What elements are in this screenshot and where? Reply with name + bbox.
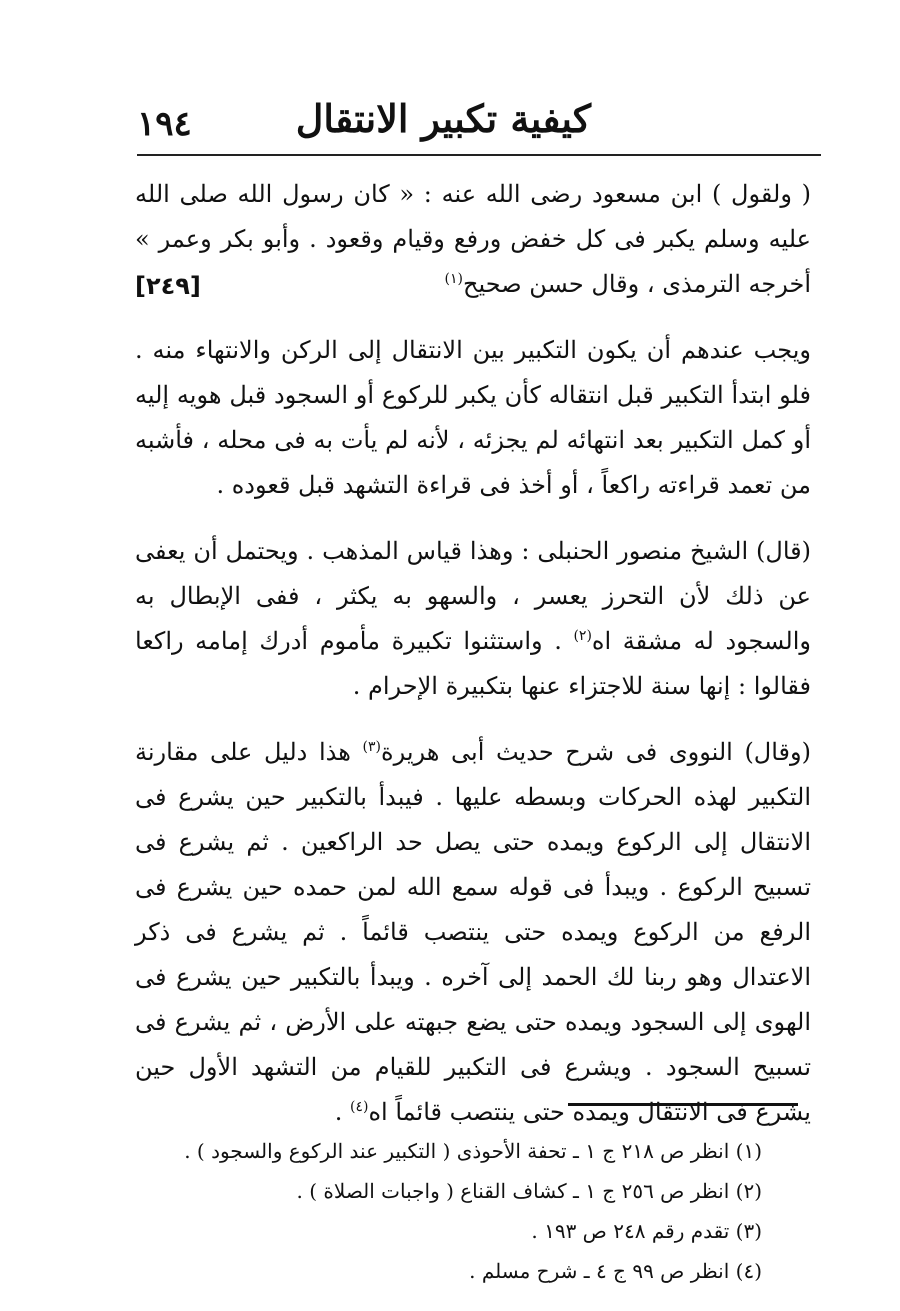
paragraph-text: ( ولقول ) ابن مسعود رضى الله عنه : « كان رسول الله صلى الله عليه وسلم يكبر فى كل خفض ورفع وقيام وقعود . وأبو بكر وعمر » أخرجه الترمذى ، وقال حسن صحيح	[135, 180, 811, 298]
paragraph-nawawi	[135, 730, 811, 1135]
running-title: كيفية تكبير الانتقال	[295, 96, 591, 141]
footnote-marker-1: (١)	[444, 271, 464, 287]
paragraph-ibn-masud	[135, 172, 811, 307]
footnote-item: (٢) انظر ص ٢٥٦ ج ١ ـ كشاف القناع ( واجبات الصلاة ) .	[296, 1179, 762, 1203]
footnote-item: (١) انظر ص ٢١٨ ج ١ ـ تحفة الأحوذى ( التكبير عند الركوع والسجود ) .	[184, 1139, 762, 1163]
paragraph-text: (وقال) النووى فى شرح حديث أبى هريرة	[381, 738, 811, 766]
paragraph-text-end: .	[334, 1098, 343, 1126]
footnote-marker-4: (٤)	[349, 1099, 369, 1115]
paragraph-text-continued: . واستثنوا تكبيرة مأموم أدرك إمامه راكعا فقالوا : إنها سنة للاجتزاء عنها بتكبيرة الإحرام .	[135, 627, 811, 700]
page-number: ١٩٤	[137, 104, 192, 144]
hadith-number: [٢٤٩]	[135, 272, 201, 300]
paragraph-text-continued: هذا دليل على مقارنة التكبير لهذه الحركات وبسطه عليها . فيبدأ بالتكبير حين يشرع فى الانتقال إلى الركوع ويمده حتى يصل حد الراكعين . ثم يشرع فى تسبيح الركوع . ويبدأ فى قوله سمع الله لمن حمده حين يشرع فى الرفع من الركوع ويمده حتى ينتصب قائماً . ثم يشرع فى ذكر الاعتدال وهو ربنا لك الحمد إلى آخره . ويبدأ بالتكبير حين يشرع فى الهوى إلى السجود ويمده حتى يضع جبهته على الأرض ، ثم يشرع فى تسبيح السجود . ويشرع فى التكبير للقيام من التشهد الأول حين يشرع فى الانتقال ويمده حتى ينتصب قائماً اه	[135, 738, 811, 1126]
main-text	[135, 172, 811, 1156]
paragraph-obligation	[135, 328, 811, 508]
footnote-marker-3: (٣)	[362, 739, 381, 755]
paragraph-mansur	[135, 529, 811, 709]
paragraph-text: (قال) الشيخ منصور الحنبلى : وهذا قياس المذهب . ويحتمل أن يعفى عن ذلك لأن التحرز يعسر ، والسهو به يكثر ، ففى الإبطال به والسجود له مشقة اه	[135, 537, 812, 655]
footnote-separator	[568, 1103, 798, 1106]
footnote-item: (٤) انظر ص ٩٩ ج ٤ ـ شرح مسلم .	[469, 1259, 762, 1283]
paragraph-text: ويجب عندهم أن يكون التكبير بين الانتقال إلى الركن والانتهاء منه . فلو ابتدأ التكبير قبل انتقاله كأن يكبر للركوع أو السجود قبل هويه إليه أو كمل التكبير بعد انتهائه لم يجزئه ، لأنه لم يأت به فى محله ، فأشبه من تعمد قراءته راكعاً ، أو أخذ فى قراءة التشهد قبل قعوده .	[135, 336, 811, 499]
footnote-item: (٣) تقدم رقم ٢٤٨ ص ١٩٣ .	[531, 1219, 762, 1243]
footnotes	[122, 1131, 762, 1291]
footnote-marker-2: (٢)	[573, 628, 592, 644]
header-rule	[137, 154, 821, 156]
page-header	[137, 96, 821, 154]
